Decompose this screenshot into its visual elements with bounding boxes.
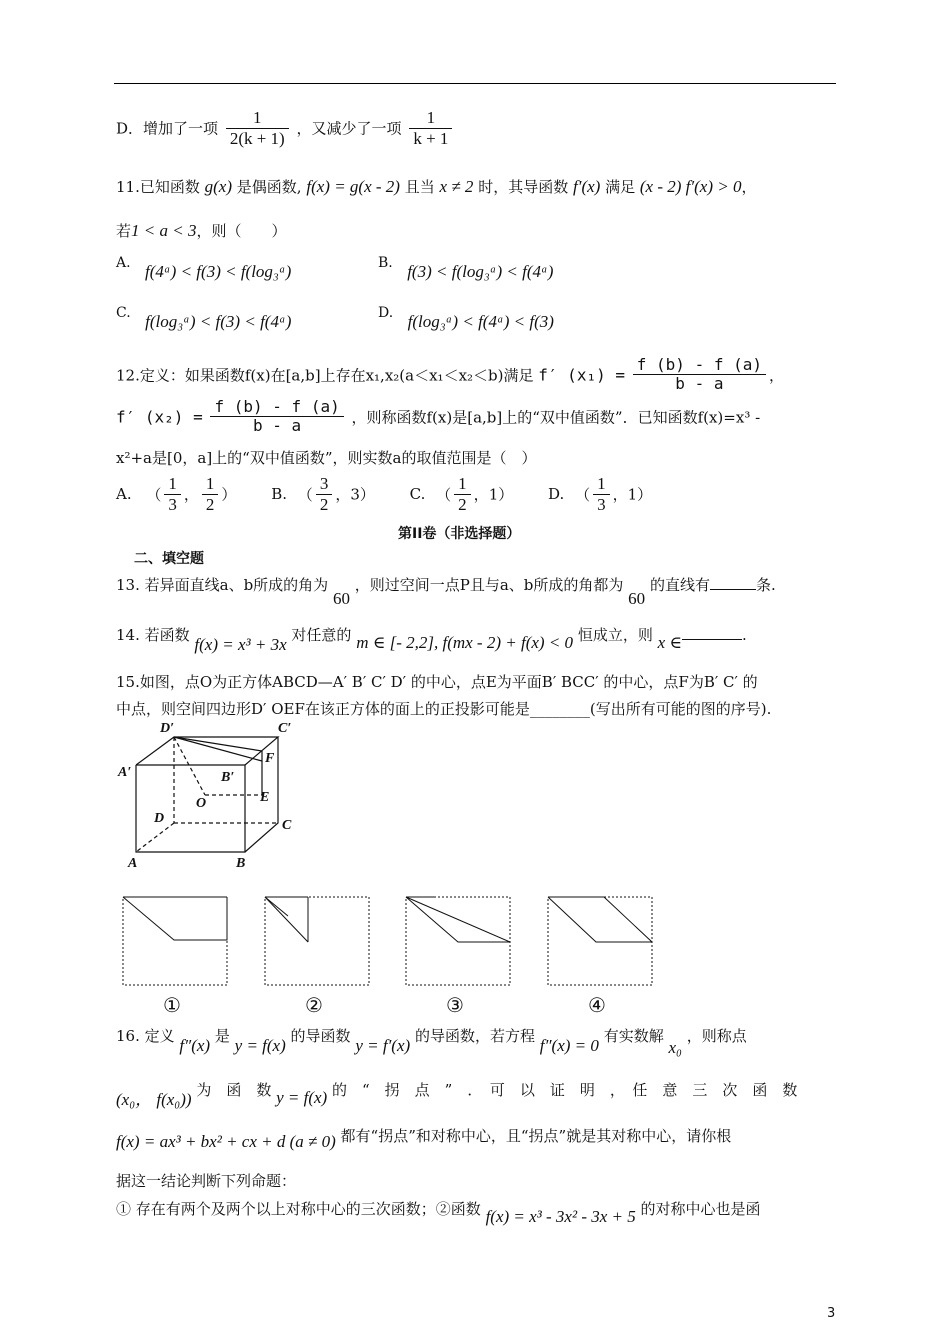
hidden-edge-da xyxy=(136,823,174,852)
option-4-figure xyxy=(548,897,652,985)
q10d-frac1: $\frac{1}{2(k + 1)}$ xyxy=(226,108,289,148)
q12-stem-line2: f′ (x₂) = $\frac{f (b) - f (a)}{b - a}$ ，则称函数f(x)是[a,b]上的“双中值函数”．已知函数f(x)=x³ - xyxy=(116,397,761,436)
q15-line1: 15.如图，点O为正方体ABCD—A′ B′ C′ D′ 的中心，点E为平面B′ BCC′ 的中心，点F为B′ C′ 的 xyxy=(116,673,758,691)
option-3-label: ③ xyxy=(446,995,464,1017)
option-2-figure xyxy=(265,897,369,985)
label-C: C xyxy=(282,818,292,833)
option-1-figure xyxy=(123,897,227,985)
q10d-frac2: $\frac{1}{k + 1}$ xyxy=(409,108,452,148)
q14: 14. 若函数 f(x) = x³ + 3x 对任意的 m ∈ [- 2,2], f(mx - 2) + f(x) < 0 恒成立，则 x ∈ . xyxy=(116,626,747,654)
label-E: E xyxy=(260,790,270,805)
q13: 13. 若异面直线a、b所成的角为 60 ，则过空间一点P且与a、b所成的角都为 60 的直线有 条. xyxy=(116,576,776,608)
q14-blank[interactable] xyxy=(682,639,742,640)
label-B: B xyxy=(236,856,246,871)
header-rule xyxy=(114,83,836,84)
label-Cp: C′ xyxy=(278,721,292,736)
q11-option-d: D. f(log₃ᵃ) < f(4ᵃ) < f(3) xyxy=(378,305,554,331)
q11-option-b: B. f(3) < f(log₃ᵃ) < f(4ᵃ) xyxy=(378,255,554,281)
label-Ap: A′ xyxy=(118,765,132,780)
q16-line4: 据这一结论判断下列命题： xyxy=(116,1172,297,1190)
q10-option-d xyxy=(116,108,455,148)
q12-options: A. （ $\frac{1}{3}$ ， $\frac{1}{2}$ ） B. （ $\frac{3}{2}$ ，3） C. （ $\frac{1}{2}$ ，1） D. （ $\frac{1}{3}$ ，1） xyxy=(116,474,653,514)
q15-line2: 中点，则空间四边形D′ OEF在该正方体的面上的正投影可能是________(写出所有可能的图的序号). xyxy=(116,700,772,718)
section2-title: 第II卷（非选择题） xyxy=(398,526,521,542)
q16-line3: f(x) = ax³ + bx² + cx + d (a ≠ 0) 都有“拐点”和对称中心，且“拐点”就是其对称中心，请你根 xyxy=(116,1127,732,1151)
label-A: A xyxy=(128,856,138,871)
q12-frac1: $\frac{f (b) - f (a)}{b - a}$ xyxy=(633,356,766,394)
page-number: 3 xyxy=(827,1306,836,1321)
q16-line5: ① 存在有两个及两个以上对称中心的三次函数；②函数 f(x) = x³ - 3x² - 3x + 5 的对称中心也是函 xyxy=(116,1200,761,1226)
q11-option-c: C. f(log₃ᵃ) < f(3) < f(4ᵃ) xyxy=(116,305,292,331)
q12-stem-line3: x²+a是[0，a]上的“双中值函数”，则实数a的取值范围是（ ） xyxy=(116,449,537,467)
label-Bp: B′ xyxy=(221,770,235,785)
q11-stem-line2: 若1 < a < 3，则（ ） xyxy=(116,221,287,240)
q16-line2: (x₀， f(x₀)) 为 函 数 y = f(x) 的 “ 拐 点 ” ． 可 以 证 明 ， 任 意 三 次 函 数 xyxy=(116,1081,798,1109)
label-Dp: D′ xyxy=(160,721,175,736)
cube-figure xyxy=(110,715,310,875)
q12-frac2: $\frac{f (b) - f (a)}{b - a}$ xyxy=(210,398,343,436)
q13-blank[interactable] xyxy=(710,589,756,590)
q11-option-a: A. f(4ᵃ) < f(3) < f(log₃ᵃ) xyxy=(116,255,292,281)
label-O: O xyxy=(196,796,207,811)
option-3-figure xyxy=(406,897,510,985)
hidden-edge-do xyxy=(174,737,205,795)
q10d-mid: ，又减少了一项 xyxy=(296,119,402,138)
q16-line1: 16. 定义 f″(x) 是 y = f(x) 的导函数 y = f′(x) 的导函数，若方程 f″(x) = 0 有实数解 x₀ ，则称点 xyxy=(116,1027,747,1057)
projection-options xyxy=(118,892,678,1022)
q12-stem-line1: 12.定义：如果函数f(x)在[a,b]上存在x₁,x₂(a＜x₁＜x₂＜b)满足 f′ (x₁) = $\frac{f (b) - f (a)}{b - a}$ ， xyxy=(116,355,785,394)
cube-top-face xyxy=(136,737,278,765)
option-1-label: ① xyxy=(163,995,181,1017)
q11-stem-line1: 11.已知函数 g(x) 是偶函数, f(x) = g(x - 2) 且当 x ≠ 2 时，其导函数 f′(x) 满足 (x - 2) f′(x) > 0， xyxy=(116,177,757,196)
q10d-label: D．增加了一项 xyxy=(116,119,219,138)
option-4-label: ④ xyxy=(588,995,606,1017)
section2-subtitle: 二、填空题 xyxy=(134,551,204,567)
option-2-label: ② xyxy=(305,995,323,1017)
label-F: F xyxy=(265,751,275,766)
label-D: D xyxy=(154,811,165,826)
